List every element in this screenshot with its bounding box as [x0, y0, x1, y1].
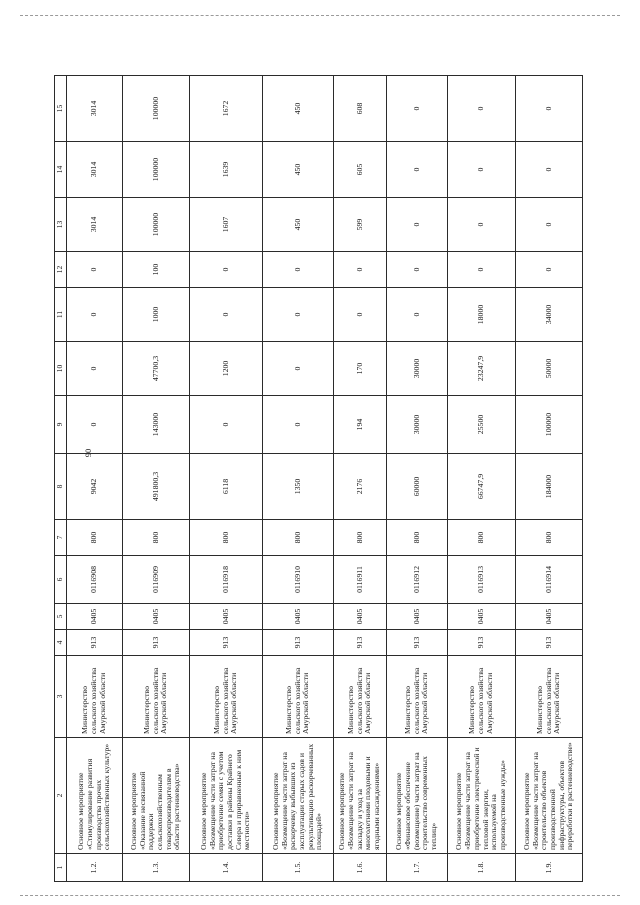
- cell-year-2016: 0: [334, 288, 387, 342]
- table-row: [67, 76, 123, 882]
- cell-year-2015: 1200: [190, 342, 263, 396]
- cell-grbs-code: 913: [387, 630, 448, 656]
- cell-year-2018: 1607: [190, 198, 263, 252]
- table-row: [263, 76, 334, 882]
- scan-top-rule: [20, 15, 620, 16]
- cell-total-amount: 491800,3: [123, 454, 190, 520]
- cell-year-2014: 25500: [448, 396, 516, 454]
- cell-year-2019: 1639: [190, 142, 263, 198]
- cell-target-article: 0116913: [448, 556, 516, 604]
- cell-year-2020: 450: [263, 76, 334, 142]
- cell-rz-pr-code: 0405: [387, 604, 448, 630]
- cell-expense-type: 800: [123, 520, 190, 556]
- cell-year-2015: 0: [67, 342, 123, 396]
- cell-year-2020: 0: [448, 76, 516, 142]
- cell-year-2016: 1000: [123, 288, 190, 342]
- cell-year-2019: 0: [387, 142, 448, 198]
- cell-year-2016: 0: [263, 288, 334, 342]
- cell-year-2017: 0: [67, 252, 123, 288]
- header-cell-year-2019: 14: [55, 142, 67, 198]
- cell-executor: Министерство сельского хозяйства Амурской области: [334, 656, 387, 738]
- cell-measure-name: Основное мероприятие «Возмещение части затрат на приобретение семян с учетом доставки в районы Крайнего Севера и приравненные к ним местности»: [190, 738, 263, 854]
- header-cell-executor: 3: [55, 656, 67, 738]
- table-row: [387, 76, 448, 882]
- cell-executor: Министерство сельского хозяйства Амурской области: [387, 656, 448, 738]
- cell-total-amount: 1350: [263, 454, 334, 520]
- scan-bottom-rule: [20, 895, 620, 896]
- cell-expense-type: 800: [334, 520, 387, 556]
- cell-executor: Министерство сельского хозяйства Амурской области: [516, 656, 583, 738]
- cell-rz-pr-code: 0405: [67, 604, 123, 630]
- cell-year-2015: 23247,9: [448, 342, 516, 396]
- cell-measure-name: Основное мероприятие «Финансовое обеспечение (возмещение) части затрат на строительство современных теплиц»: [387, 738, 448, 854]
- cell-grbs-code: 913: [334, 630, 387, 656]
- page-number: 90: [83, 448, 93, 458]
- cell-executor: Министерство сельского хозяйства Амурской области: [263, 656, 334, 738]
- cell-year-2015: 170: [334, 342, 387, 396]
- header-cell-grbs-code: 4: [55, 630, 67, 656]
- header-cell-target-article: 6: [55, 556, 67, 604]
- cell-year-2020: 0: [387, 76, 448, 142]
- table-row: [123, 76, 190, 882]
- cell-row-number: 1.4.: [190, 854, 263, 882]
- cell-target-article: 0116914: [516, 556, 583, 604]
- cell-year-2016: 0: [190, 288, 263, 342]
- cell-year-2014: 143000: [123, 396, 190, 454]
- cell-year-2017: 0: [263, 252, 334, 288]
- cell-year-2020: 3014: [67, 76, 123, 142]
- cell-year-2015: 50000: [516, 342, 583, 396]
- cell-measure-name: Основное мероприятие «Оказание несвязанной поддержки сельскохозяйственным товаропроизводителям в области растениеводства»: [123, 738, 190, 854]
- cell-target-article: 0116908: [67, 556, 123, 604]
- cell-year-2019: 100000: [123, 142, 190, 198]
- cell-expense-type: 800: [448, 520, 516, 556]
- budget-table: [54, 75, 583, 882]
- cell-executor: Министерство сельского хозяйства Амурской области: [67, 656, 123, 738]
- cell-row-number: 1.8.: [448, 854, 516, 882]
- cell-row-number: 1.2.: [67, 854, 123, 882]
- cell-year-2017: 100: [123, 252, 190, 288]
- cell-total-amount: 6118: [190, 454, 263, 520]
- cell-total-amount: 2176: [334, 454, 387, 520]
- cell-year-2017: 0: [516, 252, 583, 288]
- cell-year-2018: 0: [516, 198, 583, 252]
- header-cell-year-2015: 10: [55, 342, 67, 396]
- cell-year-2016: 0: [387, 288, 448, 342]
- cell-year-2018: 599: [334, 198, 387, 252]
- cell-total-amount: 66747,9: [448, 454, 516, 520]
- cell-target-article: 0116910: [263, 556, 334, 604]
- cell-year-2016: 0: [67, 288, 123, 342]
- cell-year-2018: 450: [263, 198, 334, 252]
- cell-year-2019: 450: [263, 142, 334, 198]
- table-row: [190, 76, 263, 882]
- table-row: [334, 76, 387, 882]
- cell-year-2019: 0: [516, 142, 583, 198]
- cell-year-2017: 0: [448, 252, 516, 288]
- cell-year-2019: 3014: [67, 142, 123, 198]
- cell-expense-type: 800: [263, 520, 334, 556]
- cell-year-2016: 18000: [448, 288, 516, 342]
- header-cell-year-2020: 15: [55, 76, 67, 142]
- cell-year-2017: 0: [190, 252, 263, 288]
- cell-total-amount: 60000: [387, 454, 448, 520]
- header-cell-year-2016: 11: [55, 288, 67, 342]
- cell-year-2019: 0: [448, 142, 516, 198]
- cell-year-2018: 0: [387, 198, 448, 252]
- cell-row-number: 1.3.: [123, 854, 190, 882]
- cell-year-2018: 100000: [123, 198, 190, 252]
- cell-year-2019: 605: [334, 142, 387, 198]
- header-cell-measure-name: 2: [55, 738, 67, 854]
- rotated-table-container: [54, 76, 582, 882]
- cell-year-2014: 30000: [387, 396, 448, 454]
- cell-target-article: 0116909: [123, 556, 190, 604]
- cell-rz-pr-code: 0405: [448, 604, 516, 630]
- cell-executor: Министерство сельского хозяйства Амурской области: [448, 656, 516, 738]
- cell-row-number: 1.6.: [334, 854, 387, 882]
- header-row: [55, 76, 67, 882]
- cell-rz-pr-code: 0405: [190, 604, 263, 630]
- cell-measure-name: Основное мероприятие «Стимулирование развития производства прочих сельскохозяйственных культур»: [67, 738, 123, 854]
- cell-expense-type: 800: [516, 520, 583, 556]
- cell-target-article: 0116912: [387, 556, 448, 604]
- cell-row-number: 1.7.: [387, 854, 448, 882]
- cell-year-2020: 100000: [123, 76, 190, 142]
- cell-target-article: 0116911: [334, 556, 387, 604]
- cell-measure-name: Основное мероприятие «Возмещение части затрат на закладку и уход за многолетними плодовыми и ягодными насаждениями»: [334, 738, 387, 854]
- cell-grbs-code: 913: [123, 630, 190, 656]
- cell-year-2014: 0: [190, 396, 263, 454]
- cell-year-2020: 0: [516, 76, 583, 142]
- table-row: [448, 76, 516, 882]
- header-cell-total-amount: 8: [55, 454, 67, 520]
- cell-year-2018: 0: [448, 198, 516, 252]
- cell-year-2015: 0: [263, 342, 334, 396]
- cell-row-number: 1.9.: [516, 854, 583, 882]
- header-cell-year-2014: 9: [55, 396, 67, 454]
- cell-grbs-code: 913: [516, 630, 583, 656]
- header-cell-row-number: 1: [55, 854, 67, 882]
- cell-measure-name: Основное мероприятие «Возмещение части затрат на строительство объектов производственной инфраструктуры, объектов переработки в растениеводстве»: [516, 738, 583, 854]
- cell-rz-pr-code: 0405: [334, 604, 387, 630]
- cell-total-amount: 9042: [67, 454, 123, 520]
- cell-year-2020: 608: [334, 76, 387, 142]
- cell-expense-type: 800: [387, 520, 448, 556]
- cell-grbs-code: 913: [190, 630, 263, 656]
- cell-expense-type: 800: [190, 520, 263, 556]
- cell-total-amount: 184000: [516, 454, 583, 520]
- cell-row-number: 1.5.: [263, 854, 334, 882]
- cell-year-2017: 0: [387, 252, 448, 288]
- cell-rz-pr-code: 0405: [516, 604, 583, 630]
- cell-target-article: 0116918: [190, 556, 263, 604]
- cell-year-2014: 0: [263, 396, 334, 454]
- header-cell-rz-pr-code: 5: [55, 604, 67, 630]
- cell-executor: Министерство сельского хозяйства Амурской области: [123, 656, 190, 738]
- cell-executor: Министерство сельского хозяйства Амурской области: [190, 656, 263, 738]
- cell-grbs-code: 913: [448, 630, 516, 656]
- cell-rz-pr-code: 0405: [263, 604, 334, 630]
- header-cell-year-2018: 13: [55, 198, 67, 252]
- cell-grbs-code: 913: [263, 630, 334, 656]
- cell-expense-type: 800: [67, 520, 123, 556]
- header-cell-expense-type: 7: [55, 520, 67, 556]
- cell-year-2020: 1672: [190, 76, 263, 142]
- cell-year-2015: 47700,3: [123, 342, 190, 396]
- cell-year-2016: 34000: [516, 288, 583, 342]
- cell-measure-name: Основное мероприятие «Возмещение части затрат на приобретение электрической и тепловой энергии, используемой на производственные нужды»: [448, 738, 516, 854]
- cell-year-2014: 100000: [516, 396, 583, 454]
- cell-year-2014: 0: [67, 396, 123, 454]
- cell-measure-name: Основное мероприятие «Возмещение части затрат на раскорчевку выбывших из эксплуатации старых садов и рекультивацию раскорчеванных площадей»: [263, 738, 334, 854]
- header-cell-year-2017: 12: [55, 252, 67, 288]
- cell-rz-pr-code: 0405: [123, 604, 190, 630]
- table-row: [516, 76, 583, 882]
- cell-year-2017: 0: [334, 252, 387, 288]
- cell-grbs-code: 913: [67, 630, 123, 656]
- cell-year-2015: 30000: [387, 342, 448, 396]
- cell-year-2018: 3014: [67, 198, 123, 252]
- cell-year-2014: 194: [334, 396, 387, 454]
